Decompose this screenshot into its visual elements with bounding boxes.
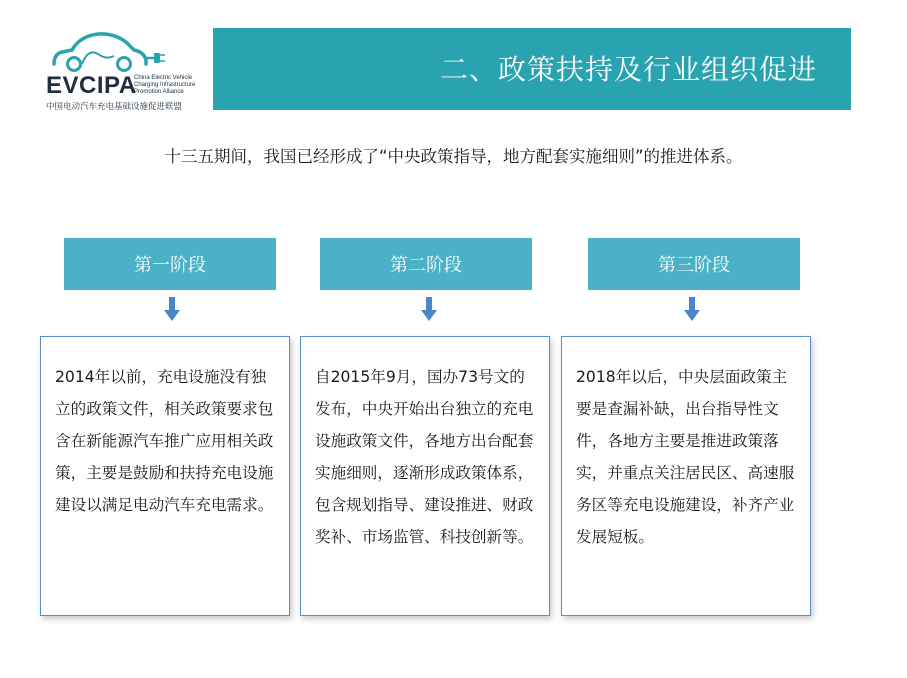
arrow-down-icon [684, 297, 700, 323]
arrow-down-icon [164, 297, 180, 323]
car-with-plug-icon [48, 26, 168, 72]
stage-2-label: 第二阶段 [390, 255, 462, 276]
stage-3-box [588, 238, 800, 290]
logo-chinese-name: 中国电动汽车充电基础设施促进联盟 [46, 102, 183, 112]
header-bar [213, 28, 851, 110]
stage-1-box [64, 238, 276, 290]
stage-2-box [320, 238, 532, 290]
logo-english-name: China Electric Vehicle Charging Infrastructure Promotion Alliance [134, 75, 196, 95]
stage-2-description: 自2015年9月，国办73号文的发布，中央开始出台独立的充电设施政策文件，各地方出台配套实施细则，逐渐形成政策体系，包含规划指导、建设推进、财政奖补、市场监管、科技创新等。 [300, 336, 550, 616]
stage-1-label: 第一阶段 [134, 255, 206, 276]
stage-3-label: 第三阶段 [658, 255, 730, 276]
logo-brand-text: EVCIPA [46, 72, 137, 99]
evcipa-logo [40, 26, 210, 114]
arrow-down-icon [421, 297, 437, 323]
page-title: 二、政策扶持及行业组织促进 [439, 53, 817, 86]
stage-1-description: 2014年以前，充电设施没有独立的政策文件，相关政策要求包含在新能源汽车推广应用相关政策，主要是鼓励和扶持充电设施建设以满足电动汽车充电需求。 [40, 336, 290, 616]
stage-3-description: 2018年以后，中央层面政策主要是查漏补缺，出台指导性文件，各地方主要是推进政策落实，并重点关注居民区、高速服务区等充电设施建设，补齐产业发展短板。 [561, 336, 811, 616]
intro-text: 十三五期间，我国已经形成了“中央政策指导，地方配套实施细则”的推进体系。 [164, 147, 743, 166]
